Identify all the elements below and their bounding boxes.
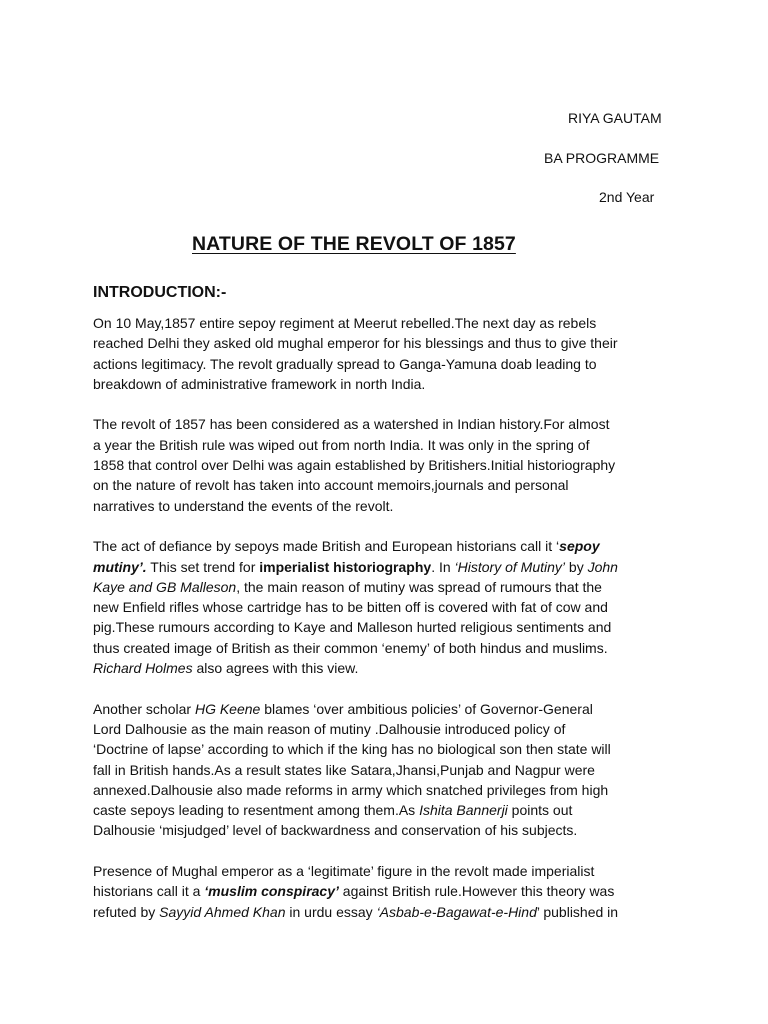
text-line: on the nature of revolt has taken into account memoirs,journals and personal — [93, 477, 569, 494]
emphasis-imperialist-historiography: imperialist historiography — [259, 558, 432, 575]
paragraph-3 — [93, 536, 661, 678]
programme-label: BA PROGRAMME — [544, 150, 660, 166]
emphasis-mutiny: mutiny’. — [93, 558, 147, 575]
text-run: The act of defiance by sepoys made British and European historians call it ‘ — [93, 538, 560, 555]
text-run: . In — [431, 558, 455, 575]
text-line: actions legitimacy. The revolt gradually spread to Ganga-Yamuna doab leading to — [93, 355, 597, 372]
text-line: annexed.Dalhousie also made reforms in army which snatched privileges from high — [93, 781, 609, 798]
text-run: caste sepoys leading to resentment among them.As — [93, 802, 420, 819]
author-ref: HG Keene — [194, 700, 261, 717]
paragraph-4 — [93, 699, 661, 841]
text-run: historians call it a — [93, 883, 205, 900]
text-line — [93, 902, 661, 922]
author-ref: Richard Holmes — [93, 660, 193, 677]
text-line — [93, 557, 661, 577]
book-title: ‘Asbab-e-Bagawat-e-Hind — [376, 903, 537, 920]
text-run: also agrees with this view. — [192, 660, 359, 677]
text-line: pig.These rumours according to Kaye and Malleson hurted religious sentiments and — [93, 619, 612, 636]
author-ref: John — [587, 558, 618, 575]
text-line: narratives to understand the events of the revolt. — [93, 497, 394, 514]
text-line: ‘Doctrine of lapse’ according to which if the king has no biological son then state will — [93, 741, 611, 758]
text-line — [93, 800, 661, 820]
text-line: On 10 May,1857 entire sepoy regiment at Meerut rebelled.The next day as rebels — [93, 315, 597, 331]
text-line — [93, 577, 661, 597]
text-line — [93, 699, 661, 719]
emphasis-sepoy: sepoy — [559, 538, 600, 555]
document-body — [93, 313, 661, 942]
text-line: Lord Dalhousie as the main reason of mutiny .Dalhousie introduced policy of — [93, 720, 566, 737]
text-run: refuted by — [93, 903, 160, 920]
text-run: points out — [507, 802, 573, 819]
text-line: fall in British hands.As a result states like Satara,Jhansi,Punjab and Nagpur were — [93, 761, 595, 778]
author-ref: Ishita Bannerji — [419, 802, 508, 819]
text-line: thus created image of British as their common ‘enemy’ of both hindus and muslims. — [93, 639, 608, 656]
text-line — [93, 658, 661, 678]
text-run: blames ‘over ambitious policies’ of Governor-General — [260, 700, 593, 717]
year-label: 2nd Year — [599, 189, 655, 205]
text-line — [93, 536, 661, 556]
emphasis-muslim-conspiracy: ‘muslim conspiracy’ — [204, 883, 339, 900]
text-line: breakdown of administrative framework in north India. — [93, 375, 426, 392]
book-title: ‘History of Mutiny’ — [454, 558, 566, 575]
paragraph-5 — [93, 861, 661, 922]
paragraph-1 — [93, 313, 661, 394]
text-line: reached Delhi they asked old mughal emperor for his blessings and thus to give their — [93, 335, 618, 352]
text-run: , the main reason of mutiny was spread of rumours that the — [236, 578, 602, 595]
text-run: by — [565, 558, 588, 575]
text-line: a year the British rule was wiped out from north India. It was only in the spring of — [93, 436, 590, 453]
text-run: in urdu essay — [285, 903, 377, 920]
text-run: Another scholar — [93, 700, 195, 717]
section-heading: INTRODUCTION:- — [93, 284, 227, 301]
text-run: ’ published in — [536, 903, 619, 920]
text-line: The revolt of 1857 has been considered as a watershed in Indian history.For almost — [93, 416, 610, 433]
author-ref: Kaye and GB Malleson — [93, 578, 237, 595]
text-line — [93, 881, 661, 901]
author-ref: Sayyid Ahmed Khan — [159, 903, 286, 920]
text-line: Dalhousie ‘misjudged’ level of backwardness and conservation of his subjects. — [93, 822, 578, 839]
text-run: against British rule.However this theory was — [338, 883, 615, 900]
text-line: new Enfield rifles whose cartridge has to be bitten off is covered with fat of cow and — [93, 599, 608, 616]
page-title: NATURE OF THE REVOLT OF 1857 — [192, 233, 516, 255]
author-name: RIYA GAUTAM — [568, 110, 662, 126]
text-line: 1858 that control over Delhi was again established by Britishers.Initial historiography — [93, 457, 616, 474]
text-run: This set trend for — [146, 558, 260, 575]
paragraph-2 — [93, 414, 661, 515]
text-line: Presence of Mughal emperor as a ‘legitimate’ figure in the revolt made imperialist — [93, 863, 595, 880]
